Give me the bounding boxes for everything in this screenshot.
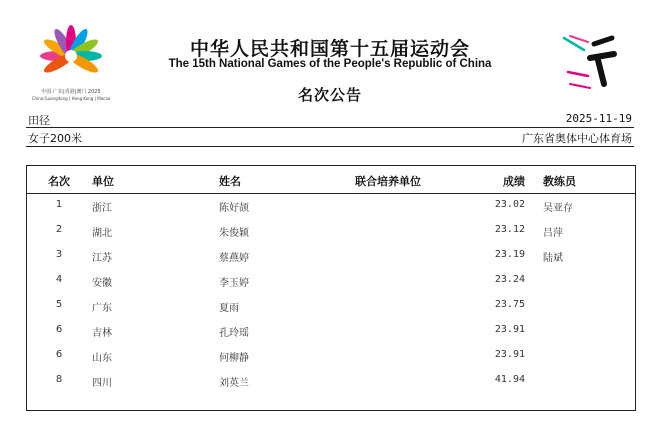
rank-cell: 6	[55, 324, 63, 335]
table-row	[27, 243, 635, 268]
games-title-en: The 15th National Games of the People's Republic of China	[168, 58, 492, 70]
name-cell: 陈好颉	[219, 203, 249, 214]
unit-cell: 吉林	[92, 328, 112, 339]
divider-bottom	[26, 146, 634, 147]
rank-cell: 3	[55, 249, 63, 260]
col-name: 姓名	[219, 175, 241, 188]
unit-cell: 湖北	[92, 228, 112, 239]
result-cell: 23.12	[494, 224, 525, 235]
venue-label: 广东省奥体中心体育场	[522, 132, 632, 145]
rank-cell: 6	[55, 349, 63, 360]
result-cell: 23.91	[494, 349, 525, 360]
coach-cell: 吕萍	[543, 228, 563, 239]
rank-cell: 1	[55, 199, 63, 210]
unit-cell: 江苏	[92, 253, 112, 264]
games-title-cn: 中华人民共和国第十五届运动会	[189, 38, 470, 60]
rank-cell: 2	[55, 224, 63, 235]
coach-cell: 陆斌	[543, 253, 563, 264]
unit-cell: 广东	[92, 303, 112, 314]
table-header	[27, 165, 635, 194]
name-cell: 朱俊颖	[219, 228, 249, 239]
result-cell: 41.94	[494, 374, 525, 385]
rank-cell: 8	[55, 374, 63, 385]
col-result: 成绩	[503, 175, 525, 188]
table-row	[27, 368, 635, 393]
coach-cell: 吴亚存	[543, 203, 573, 214]
result-cell: 23.19	[494, 249, 525, 260]
divider-top	[26, 127, 634, 128]
result-cell: 23.91	[494, 324, 525, 335]
col-rank: 名次	[48, 175, 70, 188]
emblem-caption-cn: 中国·广东|香港|澳门 2025	[41, 89, 101, 95]
emblem-caption: China·Guangdong | Hong Kong | Macao	[31, 96, 111, 101]
name-cell: 李玉婷	[219, 278, 249, 289]
table-row	[27, 293, 635, 318]
name-cell: 刘英兰	[219, 378, 249, 389]
name-cell: 何柳静	[219, 353, 249, 364]
sport-label: 田径	[28, 114, 50, 127]
table-row	[27, 268, 635, 293]
unit-cell: 浙江	[92, 203, 112, 214]
rank-cell: 4	[55, 274, 63, 285]
table-row	[27, 318, 635, 343]
table-row	[27, 343, 635, 368]
unit-cell: 山东	[92, 353, 112, 364]
unit-cell: 四川	[92, 378, 112, 389]
table-row	[27, 193, 635, 218]
col-coach: 教练员	[543, 175, 576, 188]
results-table	[26, 165, 636, 411]
name-cell: 孔玲瑶	[219, 328, 249, 339]
col-unit: 单位	[92, 175, 114, 188]
rank-cell: 5	[55, 299, 63, 310]
name-cell: 夏雨	[219, 303, 239, 314]
col-joint-unit: 联合培养单位	[355, 175, 421, 188]
name-cell: 蔡燕婷	[219, 253, 249, 264]
result-cell: 23.75	[494, 299, 525, 310]
date-label: 2025-11-19	[565, 112, 632, 125]
table-row	[27, 218, 635, 243]
result-cell: 23.02	[494, 199, 525, 210]
event-label: 女子200米	[28, 132, 82, 145]
result-cell: 23.24	[494, 274, 525, 285]
unit-cell: 安徽	[92, 278, 112, 289]
announcement-title: 名次公告	[297, 86, 362, 104]
